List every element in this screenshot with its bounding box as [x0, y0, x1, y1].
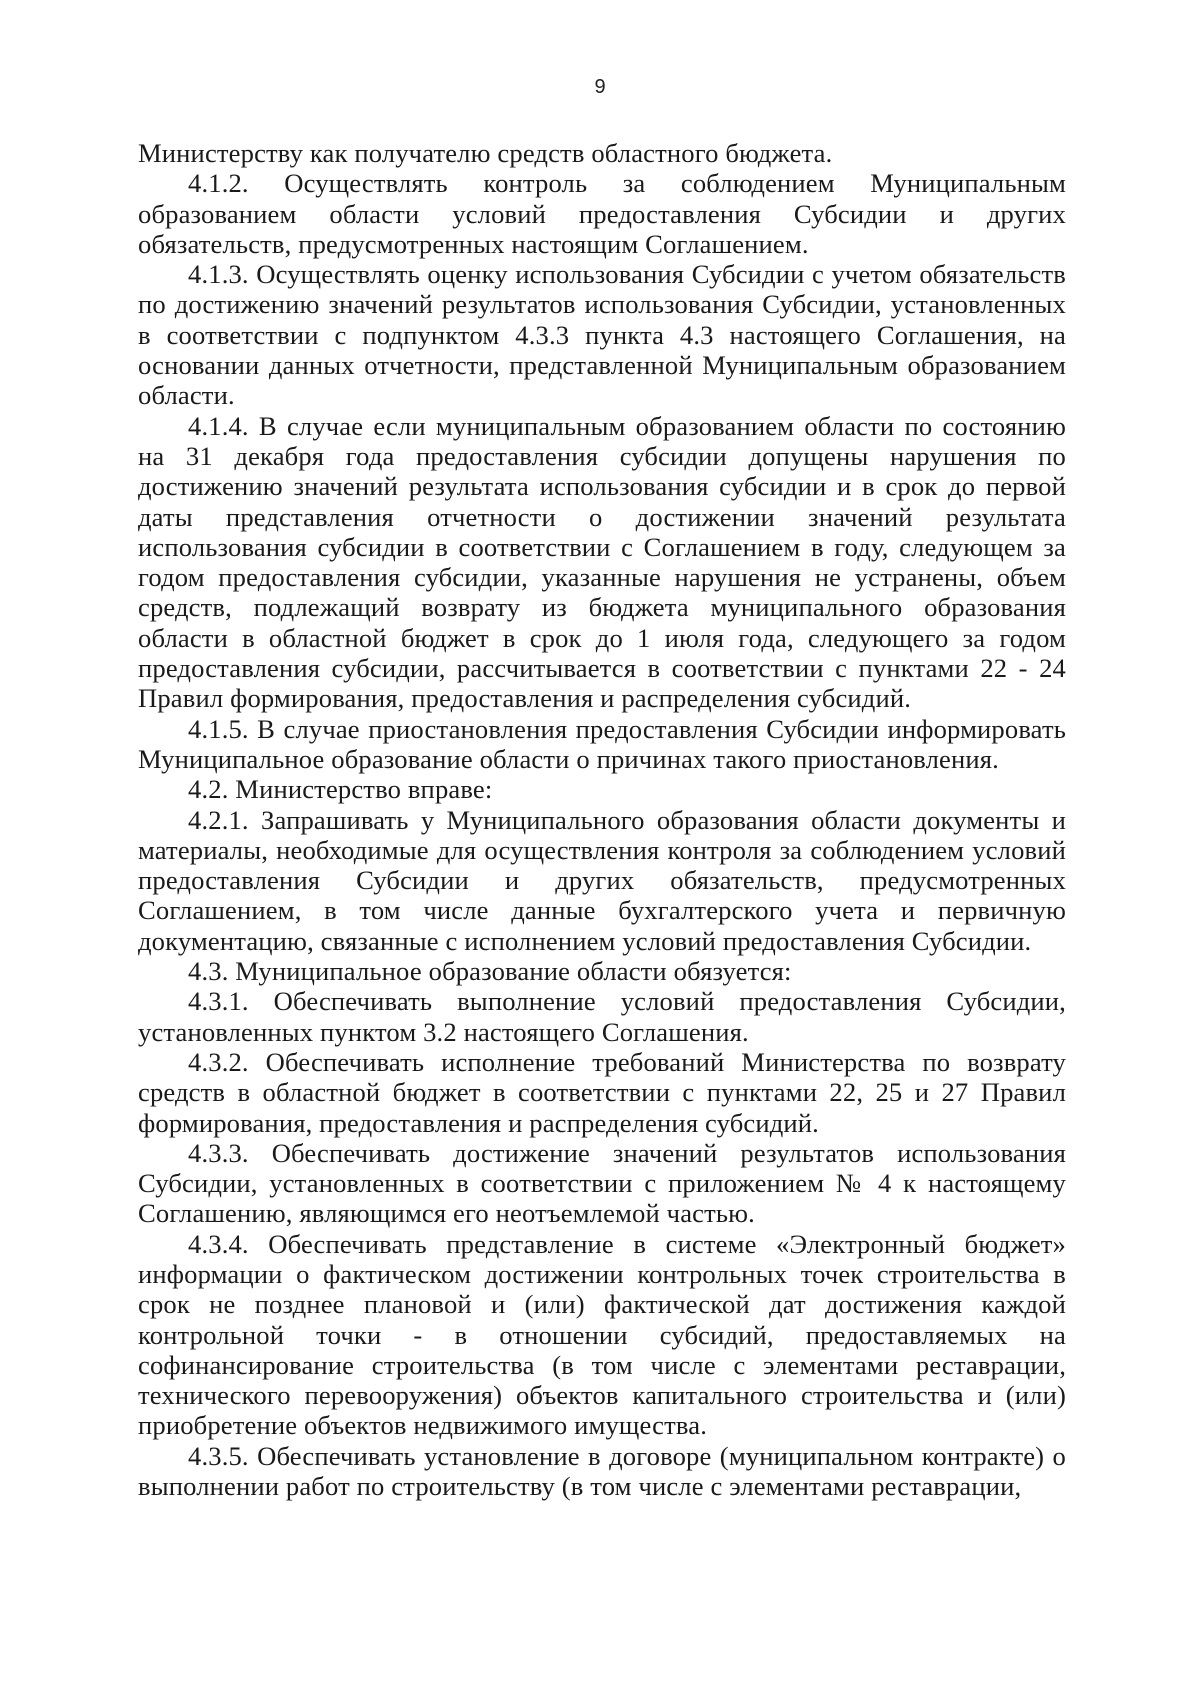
paragraph: 4.3.3. Обеспечивать достижение значений результатов использования Субсидии, установленных в соответствии с приложением № 4 к настоящему Соглашению, являющимся его неотъемлемой частью. — [138, 1137, 1066, 1229]
paragraph: 4.1.2. Осуществлять контроль за соблюдением Муниципальным образованием области условий предоставления Субсидии и других обязательств, предусмотренных настоящим Соглашением. — [138, 168, 1066, 259]
paragraph: Министерству как получателю средств областного бюджета. — [138, 138, 833, 168]
page-number: 9 — [594, 76, 606, 98]
paragraph: 4.3.4. Обеспечивать представление в системе «Электронный бюджет» информации о фактическом достижении контрольных точек строительства в срок не позднее плановой и (или) фактической дат достижения каждой контрольной точки - в отношении субсидий, предоставляемых на софинансирование строительства (в том числе с элементами реставрации, технического перевооружения) объектов капитального строительства и (или) приобретение объектов недвижимого имущества. — [138, 1228, 1066, 1441]
paragraph: 4.3.2. Обеспечивать исполнение требований Министерства по возврату средств в областной бюджет в соответствии с пунктами 22, 25 и 27 Правил формирования, предоставления и распределения субсидий. — [138, 1046, 1066, 1138]
paragraph: 4.2. Министерство вправе: — [188, 774, 493, 805]
paragraph: 4.1.3. Осуществлять оценку использования Субсидии с учетом обязательств по достижению значений результатов использования Субсидии, установленных в соответствии с подпунктом 4.3.3 пункта 4.3 настоящего Соглашения, на основании данных отчетности, представленной Муниципальным образованием области. — [138, 259, 1066, 411]
paragraph: 4.3.5. Обеспечивать установление в договоре (муниципальном контракте) о выполнении работ по строительству (в том числе с элементами реставрации, — [138, 1440, 1066, 1502]
paragraph: 4.1.4. В случае если муниципальным образованием области по состоянию на 31 декабря года предоставления субсидии допущены нарушения по достижению значений результата использования субсидии и в срок до первой даты представления отчетности о достижении значений результата использования субсидии в соответствии с Соглашением в году, следующем за годом предоставления субсидии, указанные нарушения не устранены, объем средств, подлежащий возврату из бюджета муниципального образования области в областной бюджет в срок до 1 июля года, следующего за годом предоставления субсидии, рассчитывается в соответствии с пунктами 22 - 24 Правил формирования, предоставления и распределения субсидий. — [138, 410, 1066, 714]
paragraph: 4.3.1. Обеспечивать выполнение условий предоставления Субсидии, установленных пунктом 3.2 настоящего Соглашения. — [138, 986, 1066, 1047]
paragraph: 4.3. Муниципальное образование области обязуется: — [188, 956, 792, 987]
paragraph: 4.1.5. В случае приостановления предоставления Субсидии информировать Муниципальное образование области о причинах такого приостановления. — [138, 713, 1066, 774]
document-body — [138, 138, 1066, 1501]
paragraph: 4.2.1. Запрашивать у Муниципального образования области документы и материалы, необходимые для осуществления контроля за соблюдением условий предоставления Субсидии и других обязательств, предусмотренных Соглашением, в том числе данные бухгалтерского учета и первичную документацию, связанные с исполнением условий предоставления Субсидии. — [138, 804, 1066, 956]
